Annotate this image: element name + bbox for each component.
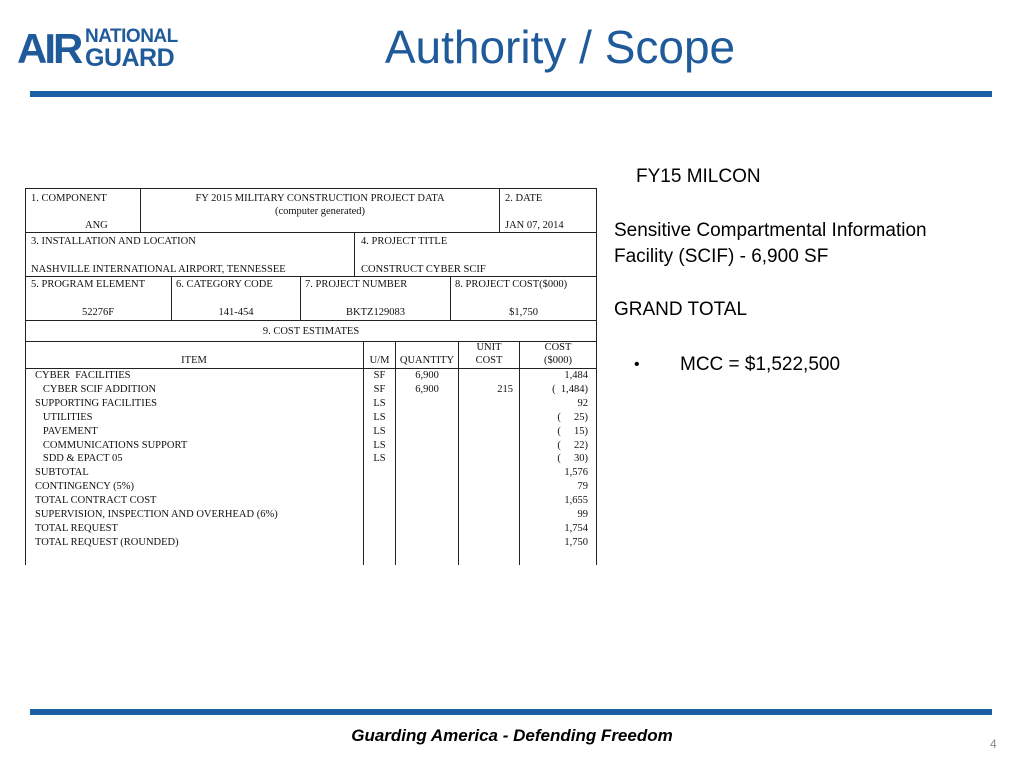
- form-divider: [458, 341, 459, 565]
- date-heading: 2. DATE: [505, 193, 543, 204]
- row-quantity: 6,900: [415, 383, 439, 395]
- row-item: PAVEMENT: [35, 425, 98, 437]
- installation-heading: 3. INSTALLATION AND LOCATION: [31, 236, 196, 247]
- form-border-right: [596, 188, 597, 565]
- air-national-guard-logo: [17, 27, 189, 71]
- column-header-unit-cost: COST: [475, 355, 503, 366]
- row-item: SUBTOTAL: [35, 467, 89, 479]
- row-item: SUPERVISION, INSPECTION AND OVERHEAD (6%): [35, 509, 278, 520]
- scif-description-line2: Facility (SCIF) - 6,900 SF: [614, 246, 829, 267]
- form-main-heading: FY 2015 MILITARY CONSTRUCTION PROJECT DATA: [195, 193, 445, 204]
- column-header-unit: UNIT: [476, 342, 502, 353]
- cost-estimates-heading: 9. COST ESTIMATES: [262, 326, 360, 337]
- row-item: TOTAL REQUEST: [35, 522, 118, 534]
- category-code-value: 141-454: [218, 307, 254, 318]
- row-um: SF: [373, 370, 386, 381]
- row-quantity: 6,900: [415, 370, 439, 381]
- form-divider: [25, 232, 597, 233]
- row-item: TOTAL REQUEST (ROUNDED): [35, 536, 179, 548]
- category-code-heading: 6. CATEGORY CODE: [176, 279, 273, 290]
- form-divider: [25, 320, 597, 321]
- form-sub-heading: (computer generated): [274, 206, 366, 217]
- bullet-icon: •: [634, 356, 640, 373]
- footer-tagline: Guarding America - Defending Freedom: [351, 726, 673, 745]
- row-item: SDD & EPACT 05: [35, 453, 123, 465]
- row-item: TOTAL CONTRACT COST: [35, 495, 157, 507]
- form-border-top: [25, 188, 597, 189]
- scif-description-line1: Sensitive Compartmental Information: [614, 220, 927, 241]
- mcc-total: MCC = $1,522,500: [680, 354, 841, 375]
- row-cost: 1,576: [564, 467, 588, 479]
- row-cost: 1,750: [564, 536, 588, 548]
- row-cost: 1,484: [564, 370, 588, 381]
- column-header-um: U/M: [369, 355, 390, 366]
- row-cost: ( 1,484): [552, 383, 588, 395]
- row-cost: 1,655: [564, 495, 588, 507]
- component-heading: 1. COMPONENT: [31, 193, 107, 204]
- bottom-divider: [30, 709, 992, 715]
- row-cost: ( 15): [557, 425, 588, 437]
- slide-title: Authority / Scope: [384, 21, 736, 73]
- project-number-value: BKTZ129083: [346, 307, 405, 318]
- top-divider: [30, 91, 992, 97]
- row-item: CONTINGENCY (5%): [35, 481, 135, 493]
- installation-value: NASHVILLE INTERNATIONAL AIRPORT, TENNESSEE: [31, 264, 286, 275]
- row-item: CYBER SCIF ADDITION: [35, 383, 157, 395]
- grand-total-label: GRAND TOTAL: [614, 299, 748, 320]
- logo-air-text: AIR: [17, 25, 81, 72]
- row-um: SF: [373, 383, 386, 395]
- form-divider: [499, 188, 500, 232]
- form-divider: [25, 368, 597, 369]
- form-divider: [25, 276, 597, 277]
- project-cost-heading: 8. PROJECT COST($000): [455, 279, 568, 290]
- row-um: LS: [373, 453, 386, 465]
- row-cost: 1,754: [564, 522, 588, 534]
- column-header-cost: COST: [544, 342, 572, 353]
- row-um: LS: [373, 397, 386, 409]
- row-cost: 99: [577, 509, 588, 520]
- row-item: COMMUNICATIONS SUPPORT: [35, 439, 188, 451]
- row-cost: ( 22): [557, 439, 588, 451]
- date-value: JAN 07, 2014: [505, 220, 564, 231]
- row-item: SUPPORTING FACILITIES: [35, 397, 157, 409]
- program-element-heading: 5. PROGRAM ELEMENT: [31, 279, 146, 290]
- row-cost: ( 30): [557, 453, 588, 465]
- project-number-heading: 7. PROJECT NUMBER: [305, 279, 408, 290]
- row-cost: ( 25): [557, 411, 588, 423]
- project-title-value: CONSTRUCT CYBER SCIF: [361, 264, 486, 275]
- row-unit-cost: 215: [497, 383, 513, 395]
- project-cost-value: $1,750: [509, 307, 538, 318]
- row-cost: 79: [577, 481, 588, 493]
- fy15-milcon-label: FY15 MILCON: [636, 166, 761, 187]
- logo-national-text: NATIONAL: [85, 26, 178, 47]
- column-header-cost-units: ($000): [544, 355, 572, 366]
- program-element-value: 52276F: [81, 307, 115, 318]
- logo-guard-text: GUARD: [85, 44, 175, 72]
- row-item: CYBER FACILITIES: [35, 370, 131, 381]
- row-item: UTILITIES: [35, 411, 93, 423]
- component-value: ANG: [85, 220, 108, 231]
- column-header-item: ITEM: [181, 355, 207, 366]
- project-title-heading: 4. PROJECT TITLE: [361, 236, 448, 247]
- row-um: LS: [373, 411, 386, 423]
- column-header-quantity: QUANTITY: [399, 355, 455, 366]
- row-cost: 92: [577, 397, 588, 409]
- row-um: LS: [373, 439, 386, 451]
- form-divider: [354, 232, 355, 276]
- page-number: 4: [990, 737, 997, 751]
- form-border-left: [25, 188, 26, 565]
- milcon-project-data-form: [25, 188, 597, 565]
- row-um: LS: [373, 425, 386, 437]
